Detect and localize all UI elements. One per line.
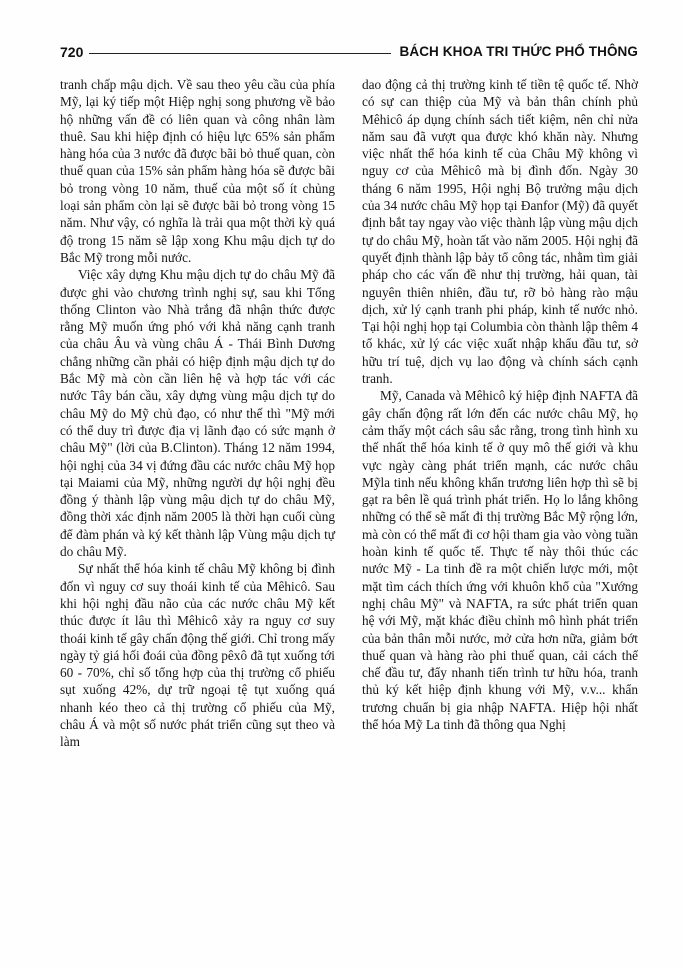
left-paragraph-3: Sự nhất thể hóa kinh tế châu Mỹ không bị đình đốn vì nguy cơ suy thoái kinh tế của Mêhicô. Sau khi hội nghị đầu não của các nước châu Mỹ kết thúc được ít lâu thì Mêhicô xảy ra nguy cơ suy thoái kinh tế gây chấn động thế giới. Chỉ trong mấy ngày tỷ giá hối đoái của đồng pêxô đã tụt xuống tới 60 - 70%, chỉ số tổng hợp của thị trường cổ phiếu sụt xuống 42%, dự trữ ngoại tệ tụt xuống quá nhanh kéo theo cả thị trường cổ phiếu của Mỹ, châu Á và một số nước phát triển cũng sụt theo và làm [60,561,335,750]
left-paragraph-2: Việc xây dựng Khu mậu dịch tự do châu Mỹ đã được ghi vào chương trình nghị sự, sau khi Tổng thống Clinton vào Nhà trắng đã nhận thức được rằng Mỹ muốn ứng phó với khả năng cạnh tranh của châu Âu và vùng châu Á - Thái Bình Dương chẳng những cần phải có hiệp định mậu dịch tự do Bắc Mỹ mà còn cần liên hệ và hợp tác với các nước Tây bán cầu, xây dựng vùng mậu dịch tự do châu Mỹ do Mỹ chủ đạo, có như thế thì "Mỹ mới có thể duy trì được địa vị lãnh đạo có sức mạnh ở châu Mỹ" (lời của B.Clinton). Tháng 12 năm 1994, hội nghị của 34 vị đứng đầu các nước châu Mỹ họp tại Maiami của Mỹ, những người dự hội nghị đều đồng ý thành lập vùng mậu dịch tự do châu Mỹ, đồng thời xác định năm 2005 là thời hạn cuối cùng để đàm phán và ký kết thành lập Vùng mậu dịch tự do châu Mỹ. [60,267,335,560]
right-paragraph-1: dao động cả thị trường kinh tế tiền tệ quốc tế. Nhờ có sự can thiệp của Mỹ và bản thân chính phủ Mêhicô áp dụng chính sách tiết kiệm, nên chỉ nửa năm sau đã vượt qua được khó khăn này. Nhưng việc nhất thể hóa kinh tế của Châu Mỹ không vì nguy cơ của Mêhicô mà bị đình đốn. Ngày 30 tháng 6 năm 1995, Hội nghị Bộ trưởng mậu dịch của 34 nước châu Mỹ họp tại Đanfor (Mỹ) đã quyết định bắt tay ngay vào việc thành lập vùng mậu dịch tự do châu Mỹ, hoàn tất vào năm 2005. Hội nghị đã quyết định thành lập bảy tổ công tác, nhằm tìm giải pháp cho các vấn đề như thị trường, hải quan, tài nguyên thiên nhiên, đầu tư, rỡ bỏ hàng rào mậu dịch, xử lý cạnh tranh phi pháp, kinh tế nước nhỏ. Tại hội nghị họp tại Columbia còn thành lập thêm 4 tổ khác, xử lý các việc xuất nhập khẩu đầu tư, sở hữu trí tuệ, dịch vụ lao động và chính sách cạnh tranh. [362,77,638,387]
running-title: BÁCH KHOA TRI THỨC PHỔ THÔNG [399,44,638,59]
right-column [362,76,638,733]
left-paragraph-1: tranh chấp mậu dịch. Về sau theo yêu cầu của phía Mỹ, lại ký tiếp một Hiệp nghị song phương về bảo hộ những vấn đề có liên quan và công nhân làm thuê. Sau khi hiệp định có hiệu lực 65% sản phẩm hàng hóa của 3 nước đã được bãi bỏ thuế quan, còn thuế quan của 15% sản phẩm hàng hóa sẽ được bãi bỏ trong vòng 10 năm, thuế của một số ít chủng loại sản phẩm còn lại sẽ được bãi bỏ trong vòng 15 năm. Như vậy, có nghĩa là trải qua một thời kỳ quá độ trong 15 năm sẽ lập xong Khu mậu dịch tự do Bắc Mỹ trong mỗi nước. [60,77,335,265]
page-header [60,42,638,64]
page-number: 720 [60,44,84,60]
header-rule [89,53,391,54]
right-paragraph-2: Mỹ, Canada và Mêhicô ký hiệp định NAFTA đã gây chấn động rất lớn đến các nước châu Mỹ, họ cảm thấy một cách sâu sắc rằng, trong tình hình xu thế nhất thể hóa kinh tế ở quy mô thế giới và khu vực ngày càng phát triển mạnh, các nước châu Mỹla tinh nếu không khẩn trương liên hợp thì sẽ bị gạt ra bên lề quá trình phát triển. Họ lo lắng không những có thể sẽ mất đi thị trường Bắc Mỹ rộng lớn, mà còn có thể mất đi cơ hội tham gia vào vòng tuần hoàn kinh tế quốc tế. Thực tế này thôi thúc các nước Mỹ - La tinh đề ra một chiến lược mới, một mặt tìm cách thích ứng với khuôn khổ của "Xướng nghị châu Mỹ" và NAFTA, ra sức phát triển quan hệ với Mỹ, mặt khác điều chỉnh mô hình phát triển của bản thân mỗi nước, mở cửa hơn nữa, giảm bớt thuế quan và hàng rào phi thuế quan, cải cách thể chế đầu tư, đẩy nhanh tiến trình tư hữu hóa, tranh thủ ký kết hiệp định khung với Mỹ, v.v... khẩn trương chuẩn bị gia nhập NAFTA. Hiệp hội nhất thể hóa Mỹ La tinh đã thông qua Nghị [362,388,638,732]
left-column [60,76,335,751]
